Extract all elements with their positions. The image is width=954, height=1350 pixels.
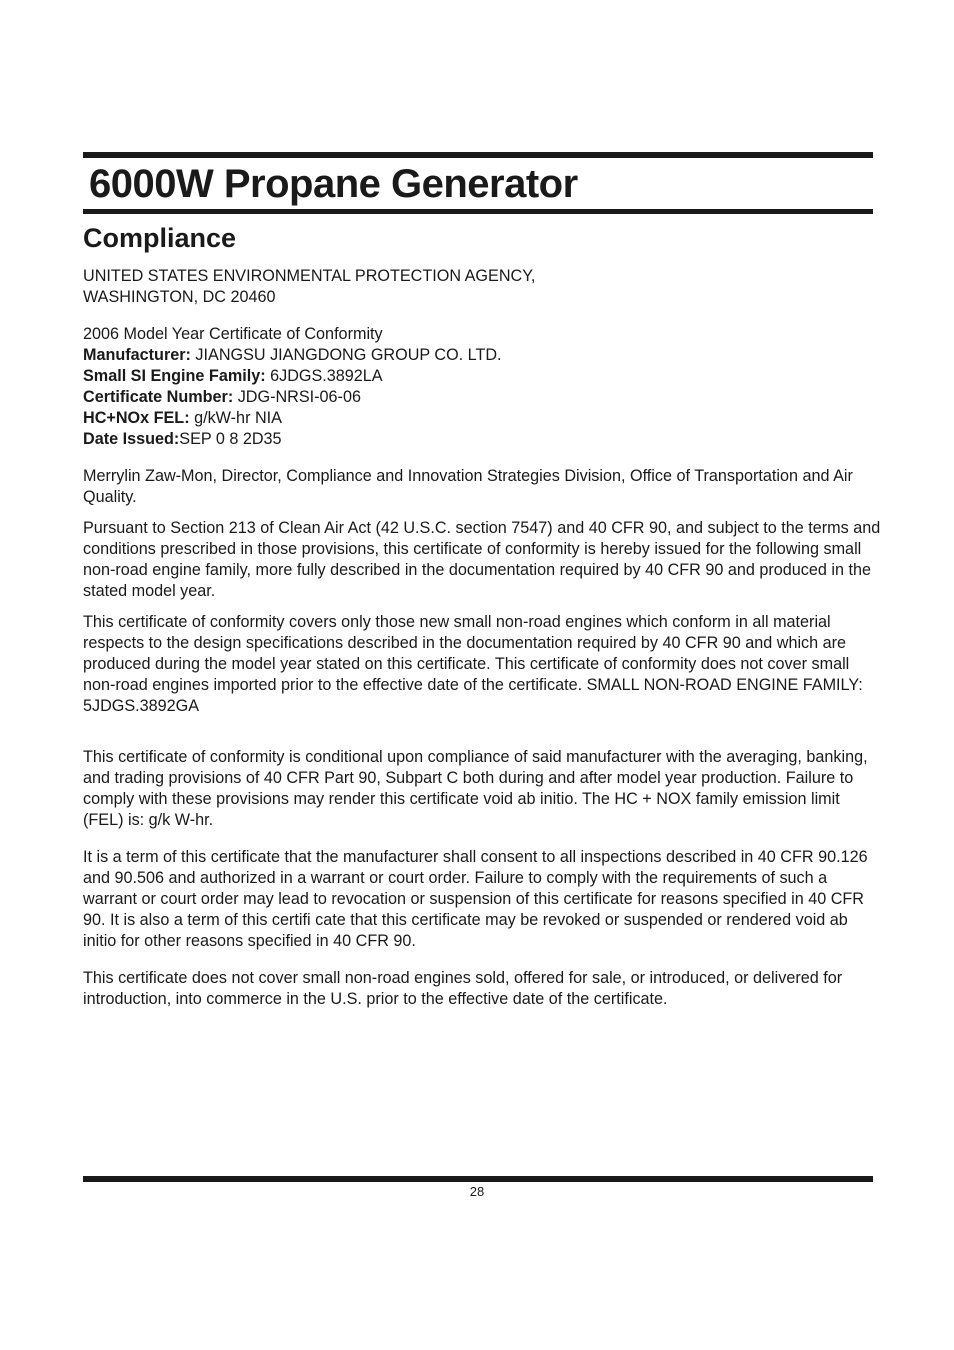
paragraph-conditional: This certificate of conformity is conditional upon compliance of said manufacturer with the averaging, banking, and trading provisions of 40 CFR Part 90, Subpart C both during and after model year production. Failure to comply with these provisions may render this certificate void ab initio. The HC + NOX family emission limit (FEL) is: g/k W-hr.	[83, 748, 868, 829]
page-number: 28	[469, 1184, 485, 1199]
field-date-issued	[83, 429, 883, 450]
section-heading: Compliance	[83, 223, 237, 253]
field-label: Small SI Engine Family:	[83, 367, 266, 385]
field-label: Manufacturer:	[83, 346, 191, 364]
field-manufacturer	[83, 345, 883, 366]
paragraph-inspections: It is a term of this certificate that the manufacturer shall consent to all inspections described in 40 CFR 90.126 and 90.506 and authorized in a warrant or court order. Failure to comply with the requirements of such a warrant or court order may lead to revocation or suspension of this certificate for reasons specified in 40 CFR 90. It is also a term of this certifi cate that this certificate may be revoked or suspended or rendered void ab initio for other reasons specified in 40 CFR 90.	[83, 848, 868, 950]
field-certificate-number	[83, 387, 883, 408]
paragraph-pursuant: Pursuant to Section 213 of Clean Air Act (42 U.S.C. section 7547) and 40 CFR 90, and subject to the terms and conditions prescribed in those provisions, this certificate of conformity is hereby issued for the following small non-road engine family, more fully described in the documentation required by 40 CFR 90 and produced in the stated model year.	[83, 519, 881, 600]
field-value: JDG-NRSI-06-06	[233, 388, 361, 406]
page-title: 6000W Propane Generator	[89, 162, 578, 206]
field-label: Certificate Number:	[83, 388, 234, 406]
paragraph-coverage: This certificate of conformity covers only those new small non-road engines which conform in all material respects to the design specifications described in the documentation required by 40 CFR 90 and which are produced during the model year stated on this certificate. This certificate of conformity does not cover small non-road engines imported prior to the effective date of the certificate. SMALL NON-ROAD ENGINE FAMILY: 5JDGS.3892GA	[83, 613, 863, 715]
document-body	[83, 266, 883, 1020]
model-year-line: 2006 Model Year Certificate of Conformity	[83, 325, 383, 343]
agency-block	[83, 266, 883, 308]
footer-rule	[83, 1176, 873, 1182]
paragraph-signatory: Merrylin Zaw-Mon, Director, Compliance and Innovation Strategies Division, Office of Transportation and Air Quality.	[83, 467, 853, 506]
header-top-rule	[83, 152, 873, 158]
field-value: SEP 0 8 2D35	[179, 430, 282, 448]
field-engine-family	[83, 366, 883, 387]
field-value: JIANGSU JIANGDONG GROUP CO. LTD.	[190, 346, 502, 364]
field-label: Date Issued:	[83, 430, 180, 448]
field-value: g/kW-hr NIA	[189, 409, 282, 427]
field-fel	[83, 408, 883, 429]
header-bottom-rule	[83, 209, 873, 214]
paragraph-exclusion: This certificate does not cover small non-road engines sold, offered for sale, or introduced, or delivered for introduction, into commerce in the U.S. prior to the effective date of the certificate.	[83, 969, 843, 1008]
agency-line-1: UNITED STATES ENVIRONMENTAL PROTECTION AGENCY,	[83, 267, 536, 285]
agency-line-2: WASHINGTON, DC 20460	[83, 288, 276, 306]
field-value: 6JDGS.3892LA	[265, 367, 383, 385]
field-label: HC+NOx FEL:	[83, 409, 190, 427]
certificate-fields	[83, 345, 883, 450]
